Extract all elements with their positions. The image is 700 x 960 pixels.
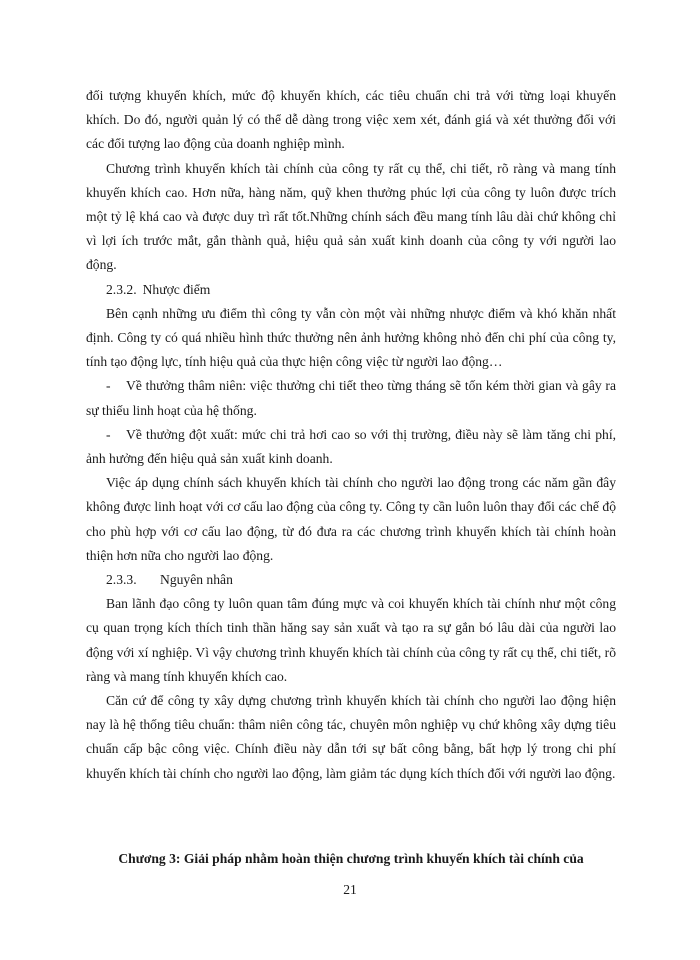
section-title: Nguyên nhân	[160, 572, 233, 588]
section-number: 2.3.3.	[106, 572, 137, 588]
bullet-text: Về thưởng đột xuất: mức chi trả hơi cao so với thị trường, điều này sẽ làm tăng chi phí, ảnh hưởng đến hiệu quả sản xuất kinh doanh.	[86, 426, 616, 467]
section-heading-2-3-2	[86, 278, 616, 302]
paragraph-6: Căn cứ để công ty xây dựng chương trình khuyến khích tài chính cho người lao động hiện nay là hệ thống tiêu chuẩn: thâm niên công tác, chuyên môn nghiệp vụ chứ không xây dựng tiêu chuẩn cấp bậc công việc. Chính điều này dẫn tới sự bất công bằng, bất hợp lý trong chi phí khuyến khích tài chính cho người lao động, làm giảm tác dụng kích thích đối với người lao động.	[86, 693, 616, 781]
section-heading-2-3-3	[86, 568, 616, 592]
paragraph-5: Ban lãnh đạo công ty luôn quan tâm đúng mực và coi khuyến khích tài chính như một công cụ quan trọng kích thích tinh thần hăng say sản xuất và tạo ra sự gắn bó lâu dài của người lao động với xí nghiệp. Vì vậy chương trình khuyến khích tài chính của công ty rất cụ thể, chi tiết, rõ ràng và mang tính khuyến khích cao.	[86, 596, 616, 684]
bullet-text: Về thưởng thâm niên: việc thưởng chi tiết theo từng tháng sẽ tốn kém thời gian và gây ra sự thiếu linh hoạt của hệ thống.	[86, 378, 616, 418]
paragraph-3: Bên cạnh những ưu điểm thì công ty vẫn còn một vài những nhược điểm và khó khăn nhất định. Công ty có quá nhiều hình thức thưởng nên ảnh hưởng không nhỏ đến chi phí của công ty, tính tạo động lực, tính hiệu quả của thực hiện công việc từ người lao động…	[86, 305, 616, 370]
bullet-dash: -	[106, 426, 111, 442]
bullet-dash: -	[106, 378, 111, 394]
bullet-item-1	[86, 374, 616, 422]
bullet-item-2	[86, 423, 616, 471]
section-title: Nhược điểm	[142, 281, 211, 297]
paragraph-4: Việc áp dụng chính sách khuyến khích tài chính cho người lao động trong các năm gần đây không được linh hoạt với cơ cấu lao động của công ty. Công ty cần luôn luôn thay đổi các chế độ cho phù hợp với cơ cấu lao động, từ đó đưa ra các chương trình khuyến khích tài chính hoàn thiện hơn nữa cho người lao động.	[86, 475, 616, 563]
chapter-heading: Chương 3: Giải pháp nhằm hoàn thiện chương trình khuyến khích tài chính của	[118, 851, 584, 866]
paragraph-1: đối tượng khuyến khích, mức độ khuyến khích, các tiêu chuẩn chi trả với từng loại khuyến khích. Do đó, người quản lý có thể dễ dàng trong việc xem xét, đánh giá và xét thưởng đối với các đối tượng lao động của doanh nghiệp mình.	[86, 88, 616, 152]
section-number: 2.3.2.	[106, 281, 137, 297]
document-body	[86, 84, 616, 786]
paragraph-2: Chương trình khuyến khích tài chính của công ty rất cụ thể, chi tiết, rõ ràng và mang tính khuyến khích cao. Hơn nữa, hàng năm, quỹ khen thưởng phúc lợi của công ty luôn được trích một tỷ lệ khá cao và được duy trì rất tốt.Những chính sách đều mang tính lâu dài chứ không chỉ vì lợi ích trước mắt, gắn thành quả, hiệu quả sản xuất kinh doanh của công ty với người lao động.	[86, 160, 616, 273]
page-number: 21	[343, 882, 357, 897]
